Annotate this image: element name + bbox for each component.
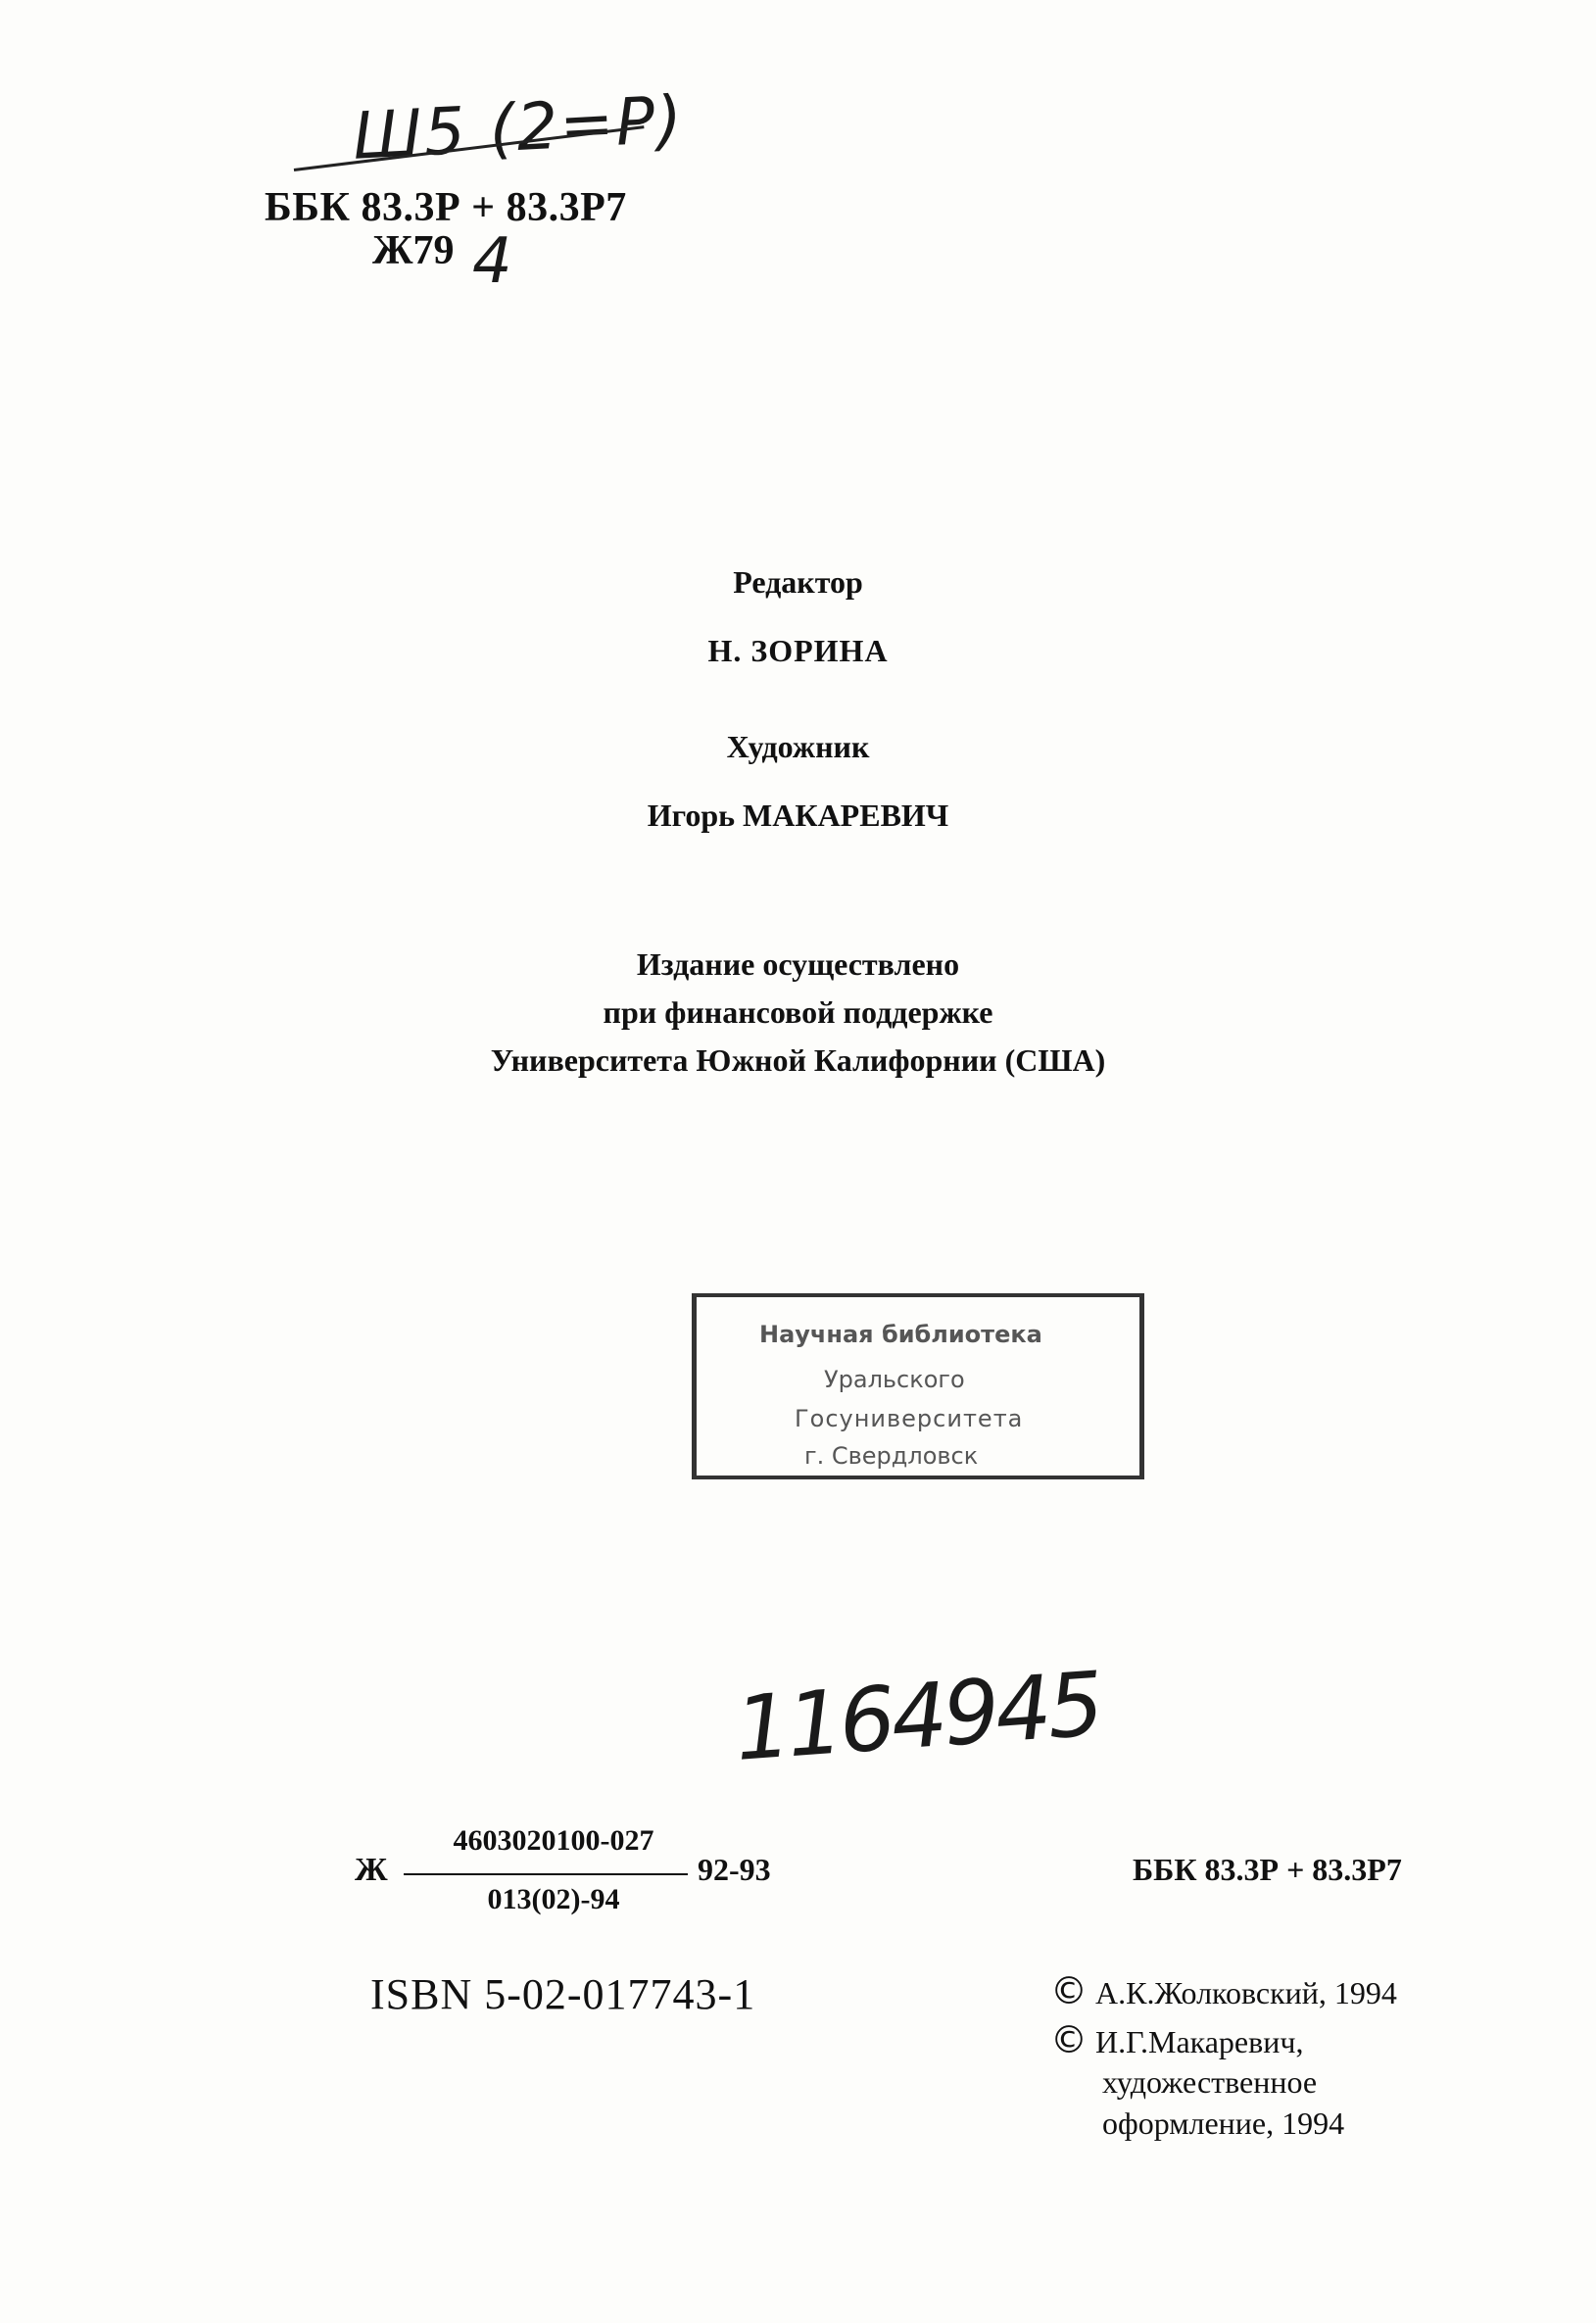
stamp-line-2: Уральского	[824, 1366, 965, 1393]
copyright-icon: ©	[1050, 1969, 1088, 2012]
bbk-classification-top: ББК 83.3Р + 83.3Р7	[265, 185, 627, 230]
stamp-line-1: Научная библиотека	[759, 1321, 1042, 1348]
artist-name: Игорь МАКАРЕВИЧ	[647, 798, 949, 833]
copyright-artist-continuation	[1102, 2061, 1344, 2144]
inventory-number: 1164945	[731, 1653, 1104, 1781]
funding-line-3: Университета Южной Калифорнии (США)	[490, 1042, 1106, 1078]
copyright-artist-line-2: художественное	[1102, 2064, 1318, 2100]
editor-name: Н. ЗОРИНА	[707, 633, 889, 668]
copyright-icon: ©	[1050, 2018, 1088, 2061]
copyright-author	[1050, 1969, 1397, 2012]
funding-note	[0, 941, 1596, 1085]
imprint-numerator: 4603020100-027	[453, 1824, 654, 1857]
artist-role: Художник	[726, 729, 870, 764]
copyright-artist	[1050, 2018, 1303, 2061]
copyright-author-text: А.К.Жолковский, 1994	[1095, 1975, 1397, 2010]
funding-line-1: Издание осуществлено	[636, 946, 960, 982]
copyright-artist-text: И.Г.Макаревич,	[1095, 2024, 1304, 2059]
bbk-classification-bottom: ББК 83.3Р + 83.3Р7	[1133, 1852, 1402, 1887]
copyright-artist-line-3: оформление, 1994	[1102, 2105, 1345, 2141]
editor-role: Редактор	[733, 564, 863, 600]
imprint-letter: Ж	[355, 1852, 388, 1888]
handwritten-digit: 4	[472, 225, 512, 298]
handwritten-shelfmark: Ш5 (2=Р)	[351, 81, 686, 174]
imprint-fraction-line	[404, 1873, 688, 1875]
imprint-denominator: 013(02)-94	[487, 1883, 620, 1915]
library-stamp	[692, 1293, 1144, 1479]
author-sign: Ж79	[372, 228, 455, 273]
imprint-year-range: 92-93	[698, 1852, 771, 1887]
isbn: ISBN 5-02-017743-1	[370, 1970, 756, 2018]
stamp-line-3: Госуниверситета	[795, 1405, 1024, 1432]
stamp-line-4: г. Свердловск	[804, 1442, 979, 1470]
funding-line-2: при финансовой поддержке	[603, 994, 993, 1030]
